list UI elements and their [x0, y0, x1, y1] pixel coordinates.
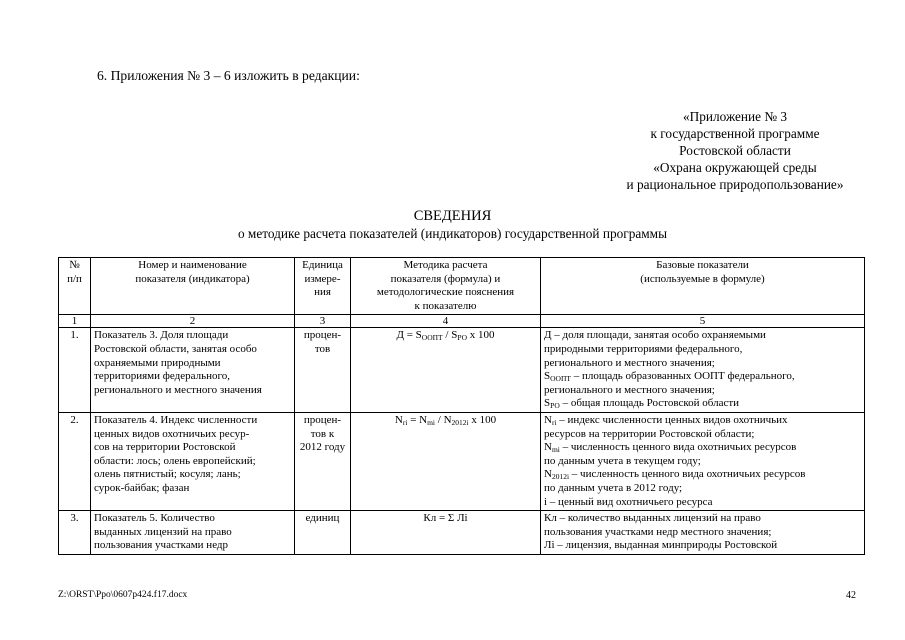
header-line: ния	[314, 286, 331, 299]
table-header-row	[59, 258, 865, 315]
header-line: №	[69, 259, 80, 271]
table-row	[59, 511, 865, 555]
heading-title: СВЕДЕНИЯ	[413, 208, 492, 224]
column-number: 4	[351, 315, 541, 328]
text-line: тов	[314, 342, 331, 355]
base-indicators-cell	[541, 412, 865, 510]
text-line: Ростовской области, занятая особо	[94, 342, 257, 355]
header-line: (используемые в формуле)	[640, 272, 765, 285]
column-number: 1	[59, 315, 91, 328]
text-line: Показатель 3. Доля площади	[94, 329, 229, 342]
text-line: тов к	[310, 427, 335, 440]
text-line: Показатель 5. Количество	[94, 512, 215, 525]
indicator-name	[91, 511, 295, 555]
text-line: Показатель 4. Индекс численности	[94, 413, 258, 426]
column-number: 2	[91, 315, 295, 328]
text-line: по данным учета в текущем году;	[544, 454, 701, 467]
text-line: природными территориями федерального,	[544, 342, 743, 355]
text-line: $S_{РО}$ – общая площадь Ростовской области	[544, 397, 740, 411]
formula-cell	[351, 511, 541, 555]
text-line: пользования участками недр	[94, 539, 229, 552]
header-indicator-name	[91, 258, 295, 315]
appendix-caption	[560, 108, 905, 193]
text-line: $N_{mi}$ – численность ценного вида охотничьих ресурсов	[544, 441, 797, 455]
text-line: $S_{ООПТ}$ – площадь образованных ООПТ федерального,	[544, 370, 795, 384]
column-number-row	[59, 315, 865, 328]
formula: $Д = S_{ООПТ} / S_{РО}$ х 100	[396, 329, 495, 343]
row-number: 3.	[59, 511, 91, 555]
table-row	[59, 412, 865, 510]
row-number: 2.	[59, 412, 91, 510]
base-indicators-cell	[541, 328, 865, 413]
header-line: Методика расчета	[403, 259, 488, 271]
text-line: олень пятнистый; косуля; лань;	[94, 468, 241, 481]
formula-cell	[351, 328, 541, 413]
footer-page-number: 42	[846, 590, 856, 601]
appendix-line: «Охрана окружающей среды	[653, 160, 817, 175]
text-line: Д – доля площади, занятая особо охраняемыми	[544, 329, 766, 342]
formula-cell	[351, 412, 541, 510]
text-line: Кл – количество выданных лицензий на право	[544, 512, 761, 525]
indicator-name	[91, 412, 295, 510]
header-unit	[295, 258, 351, 315]
appendix-line: Ростовской области	[679, 143, 791, 158]
indicator-name	[91, 328, 295, 413]
text-line: регионального и местного значения;	[544, 356, 715, 369]
text-line: сов на территории Ростовской	[94, 441, 236, 454]
footer-file-path: Z:\ORST\Ppo\0607p424.f17.docx	[58, 590, 188, 600]
formula: Кл = Σ Лi	[423, 512, 468, 525]
text-line: ценных видов охотничьих ресур-	[94, 427, 250, 440]
header-number	[59, 258, 91, 315]
header-line: показателя (индикатора)	[135, 272, 250, 285]
text-line: 2012 году	[299, 441, 346, 454]
appendix-line: «Приложение № 3	[683, 109, 787, 124]
appendix-line: и рациональное природопользование»	[626, 177, 844, 192]
text-line: i – ценный вид охотничьего ресурса	[544, 495, 713, 508]
unit-cell	[295, 412, 351, 510]
indicators-table	[58, 257, 865, 555]
text-line: ресурсов на территории Ростовской области;	[544, 427, 755, 440]
header-line: методологические пояснения	[376, 286, 515, 299]
header-line: Базовые показатели	[656, 259, 749, 271]
header-method	[351, 258, 541, 315]
appendix-line: к государственной программе	[650, 126, 820, 141]
document-heading	[0, 208, 905, 242]
intro-paragraph: 6. Приложения № 3 – 6 изложить в редакции:	[97, 68, 360, 83]
text-line: $N_{2012i}$ – численность ценного вида охотничьих ресурсов	[544, 468, 806, 482]
column-number: 3	[295, 315, 351, 328]
unit-cell	[295, 511, 351, 555]
text-line: пользования участками недр местного значения;	[544, 525, 772, 538]
text-line: территориями федерального,	[94, 370, 230, 383]
column-number: 5	[541, 315, 865, 328]
text-line: процен-	[303, 329, 342, 342]
text-line: сурок-байбак; фазан	[94, 481, 190, 494]
formula: $N_{ri} = N_{mi} / N_{2012i}$ х 100	[394, 413, 497, 427]
table-row	[59, 328, 865, 413]
text-line: регионального и местного значения	[94, 383, 262, 396]
header-line: п/п	[67, 272, 82, 285]
text-line: процен-	[303, 413, 342, 426]
text-line: единиц	[305, 512, 340, 525]
row-number: 1.	[59, 328, 91, 413]
header-line: Единица	[302, 259, 343, 271]
text-line: охраняемыми природными	[94, 356, 221, 369]
heading-subtitle: о методике расчета показателей (индикаторов) государственной программы	[237, 226, 668, 241]
text-line: выданных лицензий на право	[94, 525, 232, 538]
unit-cell	[295, 328, 351, 413]
text-line: $N_{ri}$ – индекс численности ценных видов охотничьих	[544, 413, 788, 427]
header-base-indicators	[541, 258, 865, 315]
header-line: Номер и наименование	[138, 259, 247, 271]
text-line: по данным учета в 2012 году;	[544, 481, 683, 494]
text-line: регионального и местного значения;	[544, 383, 715, 396]
base-indicators-cell	[541, 511, 865, 555]
header-line: измере-	[304, 272, 341, 285]
text-line: Лi – лицензия, выданная минприроды Ростовской	[544, 539, 778, 552]
header-line: к показателю	[414, 299, 477, 312]
text-line: области: лось; олень европейский;	[94, 454, 256, 467]
header-line: показателя (формула) и	[390, 272, 501, 285]
